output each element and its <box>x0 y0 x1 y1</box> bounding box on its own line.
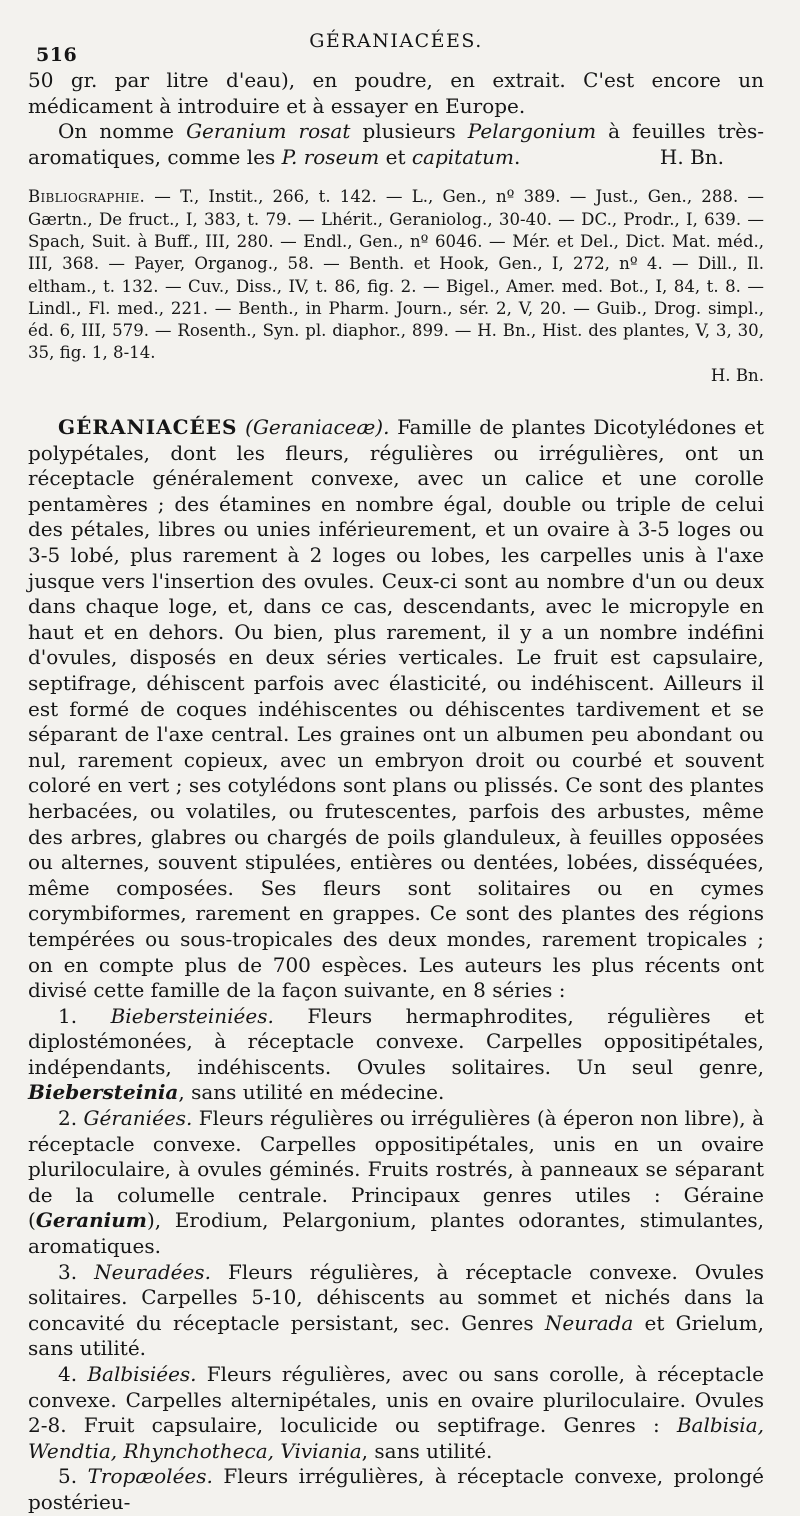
bibliography-text: — T., Instit., 266, t. 142. — L., Gen., nº 389. — Just., Gen., 288. — Gærtn., De fruct., I, 383, t. 79. — Lhérit., Geraniolog., 30-40. — DC., Prodr., I, 639. — Spach, Suit. à Buff., III, 280. — Endl., Gen., nº 6046. — Mér. et Del., Dict. Mat. méd., III, 368. — Payer, Organog., 58. — Benth. et Hook, Gen., I, 272, nº 4. — Dill., Il. eltham., t. 132. — Cuv., Diss., IV, t. 86, fig. 2. — Bigel., Amer. med. Bot., I, 84, t. 8. — Lindl., Fl. med., 221. — Benth., in Pharm. Journ., sér. 2, V, 20. — Guib., Drog. simpl., éd. 6, III, 579. — Rosenth., Syn. pl. diaphor., 899. — H. Bn., Hist. des plantes, V, 3, 30, 35, fig. 1, 8-14. <box>28 187 764 363</box>
intro-paragraph-1 <box>28 68 764 119</box>
article-text: Famille de plantes Dicotylédones et polypétales, dont les fleurs, régulières ou irrégulières, ont un réceptacle généralement convexe, avec un calice et une corolle pentamères ; des étamines en nombre égal, double ou triple de celui des pétales, libres ou unies inférieurement, et un ovaire à 3-5 loges ou 3-5 lobé, plus rarement à 2 loges ou lobes, les carpelles unis à l'axe jusque vers l'insertion des ovules. Ceux-ci sont au nombre d'un ou deux dans chaque loge, et, dans ce cas, descendants, avec le micropyle en haut et en dehors. Ou bien, plus rarement, il y a un nombre indéfini d'ovules, disposés en deux séries verticales. Le fruit est capsulaire, septifrage, déhiscent parfois avec élasticité, ou indéhiscent. Ailleurs il est formé de coques indéhiscentes ou déhiscentes tardivement et se séparant de l'axe central. Les graines ont un albumen peu abondant ou nul, rarement copieux, avec un embryon droit ou courbé et souvent coloré en vert ; ses cotylédons sont plans ou plissés. Ce sont des plantes herbacées, ou volatiles, ou frutescentes, parfois des arbustes, même des arbres, glabres ou chargés de poils glanduleux, à feuilles opposées ou alternes, souvent stipulées, entières ou dentées, lobées, disséquées, même composées. Ses fleurs sont solitaires ou en cymes corymbiformes, rarement en grappes. Ce sont des plantes des régions tempérées ou sous-tropicales des deux mondes, rarement tropicales ; on en compte plus de 700 espèces. Les auteurs les plus récents ont divisé cette famille de la façon suivante, en 8 séries : <box>28 415 764 1003</box>
article-latin: (Geraniaceæ). <box>245 415 390 440</box>
intro-text: à feuilles très-aromatiques, comme les <box>28 119 765 169</box>
series-item <box>28 1004 764 1106</box>
series-name: Biebersteiniées. <box>110 1003 274 1028</box>
intro-line: 50 gr. par litre d'eau), en poudre, en extrait. C'est encore un médicament à introduire et à essayer en Europe. <box>28 68 764 118</box>
series-name: Géraniées. <box>83 1106 193 1131</box>
series-name: Tropæolées. <box>87 1464 213 1489</box>
series-item <box>28 1464 764 1515</box>
series-name: Balbisiées. <box>87 1362 197 1387</box>
bibliography-signature: H. Bn. <box>710 365 764 385</box>
series-genus: Biebersteinia <box>28 1080 179 1105</box>
series-text: Fleurs régulières, à réceptacle convexe. Ovules solitaires. Carpelles 5-10, déhiscents au sommet et nichés dans la concavité du réceptacle persistant, sec. Genres <box>28 1259 764 1335</box>
series-number: 3. <box>58 1259 78 1284</box>
intro-text: plusieurs <box>350 119 468 144</box>
series-number: 2. <box>58 1106 78 1131</box>
series-text: Fleurs régulières, avec ou sans corolle, à réceptacle convexe. Carpelles alternipétales, unis en ovaire pluriloculaire. Ovules 2-8. Fruit capsulaire, loculicide ou septifrage. Genres : <box>28 1362 764 1438</box>
series-tail: , sans utilité. <box>361 1438 493 1463</box>
series-genus: Neurada <box>544 1310 634 1335</box>
article-paragraph <box>28 415 764 1004</box>
page-header <box>28 28 764 68</box>
running-title: GÉRANIACÉES. <box>309 30 483 52</box>
p-roseum: P. roseum <box>281 144 380 169</box>
series-item <box>28 1106 764 1260</box>
pelargonium: Pelargonium <box>467 119 597 144</box>
bibliography <box>28 186 764 364</box>
geranium-rosat: Geranium rosat <box>186 119 351 144</box>
series-text: Fleurs hermaphrodites, régulières et diplostémonées, à réceptacle convexe. Carpelles oppositipétales, indépendants, indéhiscents. Ovules solitaires. Un seul genre, <box>28 1003 764 1079</box>
series-tail: ), Erodium, Pelargonium, plantes odorantes, stimulantes, aromatiques. <box>28 1208 764 1259</box>
series-text: Fleurs irrégulières, à réceptacle convexe, prolongé postérieu- <box>28 1464 764 1514</box>
series-genus: Geranium <box>35 1208 147 1233</box>
intro-paragraph-2 <box>28 119 764 170</box>
intro-signature: H. Bn. <box>659 144 724 169</box>
series-number: 5. <box>58 1464 78 1489</box>
series-genus: Balbisia, Wendtia, Rhynchotheca, Viviania <box>28 1413 764 1463</box>
series-tail: , sans utilité en médecine. <box>178 1080 445 1105</box>
intro-text: . <box>514 144 521 169</box>
series-text: Fleurs régulières ou irrégulières (à éperon non libre), à réceptacle convexe. Carpelles oppositipétales, unis en un ovaire pluriloculaire, à ovules géminés. Fruits rostrés, à panneaux se séparant de la columelle centrale. Principaux genres utiles : Géraine ( <box>28 1106 764 1233</box>
series-name: Neuradées. <box>94 1259 211 1284</box>
bibliography-label: Bibliographie. <box>28 187 146 207</box>
page <box>28 28 764 1516</box>
intro-text: et <box>379 144 412 169</box>
intro-text: On nomme <box>58 119 187 144</box>
capitatum: capitatum <box>411 144 515 169</box>
series-item <box>28 1362 764 1464</box>
page-number: 516 <box>36 44 78 66</box>
series-number: 1. <box>58 1003 78 1028</box>
series-number: 4. <box>58 1362 78 1387</box>
series-item <box>28 1260 764 1362</box>
article-title: GÉRANIACÉES <box>58 415 238 440</box>
series-tail: et Grielum, sans utilité. <box>28 1310 764 1361</box>
